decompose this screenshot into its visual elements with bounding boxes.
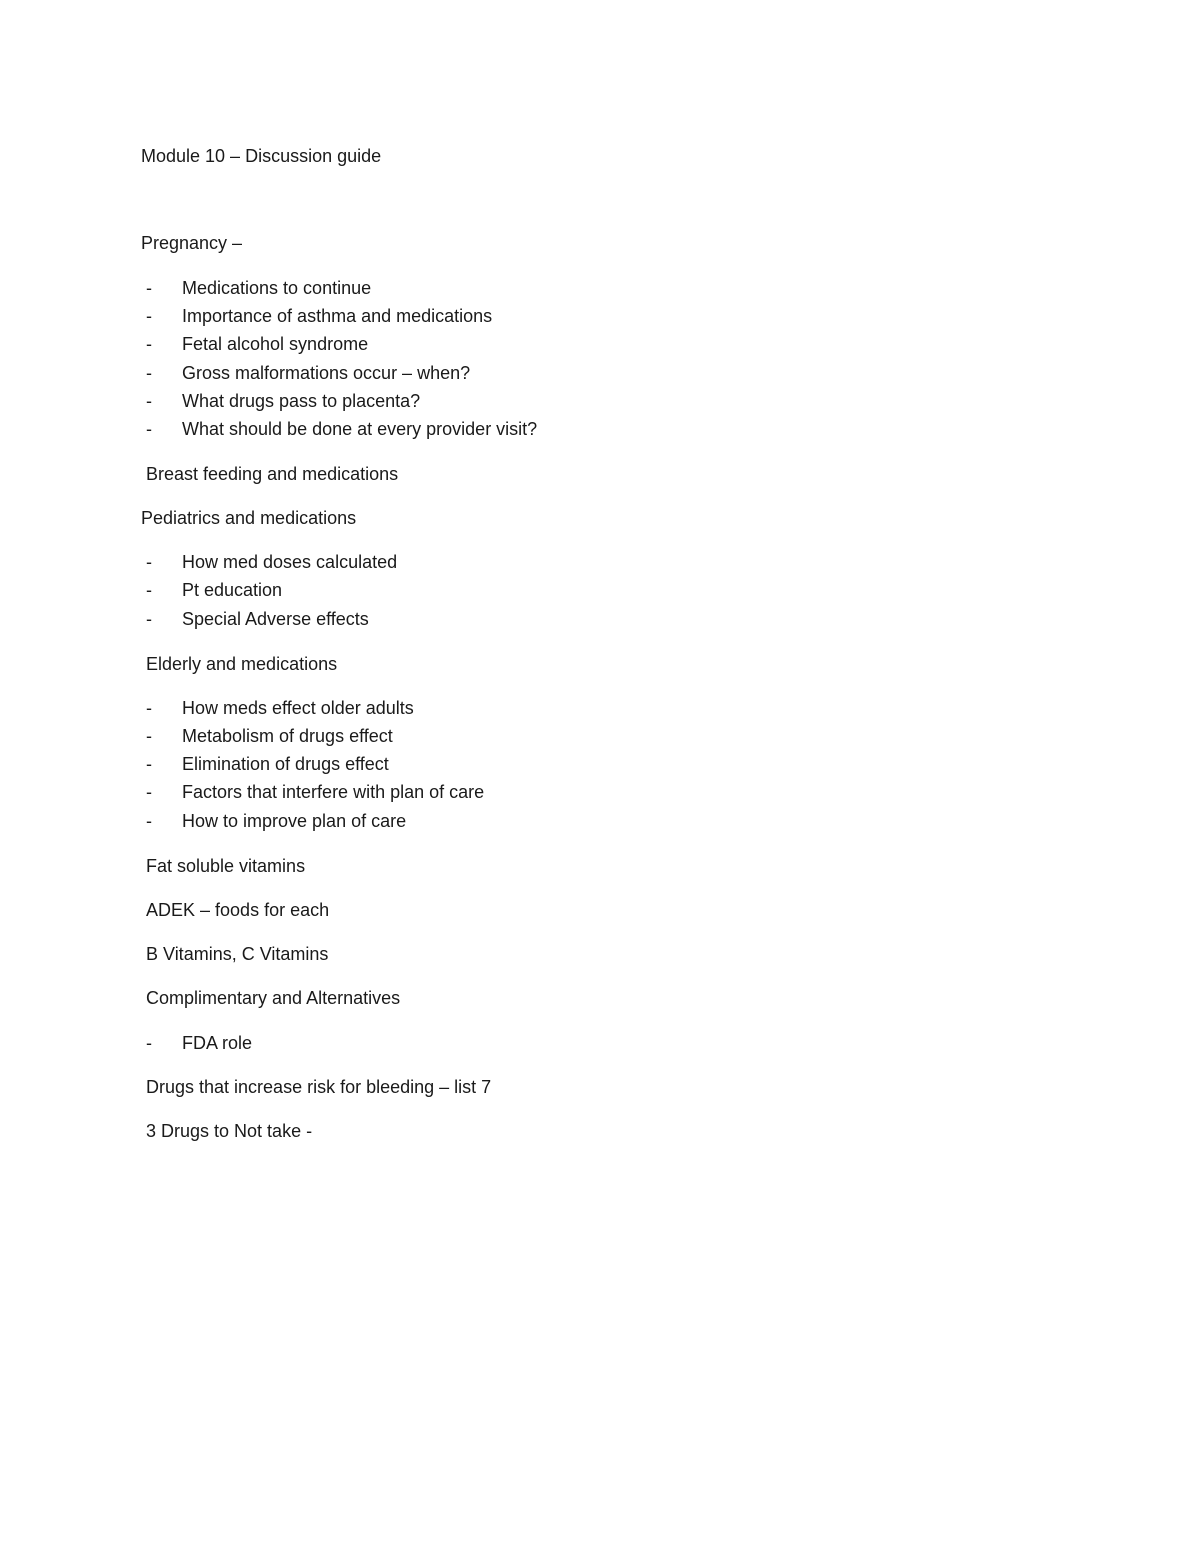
list-item-text: What drugs pass to placenta? [182, 391, 421, 411]
list-item-text: Gross malformations occur – when? [182, 363, 471, 383]
bullet-dash: - [146, 754, 152, 774]
list-item-text: How meds effect older adults [182, 698, 414, 718]
section-heading-adek: ADEK – foods for each [146, 900, 330, 920]
section-heading-not-take: 3 Drugs to Not take - [146, 1121, 313, 1141]
list-item-text: Metabolism of drugs effect [182, 726, 393, 746]
list-item-text: Medications to continue [182, 278, 372, 298]
list-item-text: Importance of asthma and medications [182, 306, 493, 326]
bullet-dash: - [146, 363, 152, 383]
bullet-dash: - [146, 552, 152, 572]
bullet-dash: - [146, 580, 152, 600]
bullet-dash: - [146, 609, 152, 629]
bullet-dash: - [146, 391, 152, 411]
section-heading-pediatrics: Pediatrics and medications [141, 508, 357, 528]
list-item-text: How to improve plan of care [182, 811, 407, 831]
list-item-text: FDA role [182, 1033, 253, 1053]
bullet-dash: - [146, 278, 152, 298]
list-item-text: Pt education [182, 580, 283, 600]
list-item-text: Elimination of drugs effect [182, 754, 389, 774]
bullet-dash: - [146, 811, 152, 831]
section-heading-bleeding: Drugs that increase risk for bleeding – list 7 [146, 1077, 492, 1097]
bullet-dash: - [146, 334, 152, 354]
document-title: Module 10 – Discussion guide [141, 146, 382, 166]
section-heading-b-c-vitamins: B Vitamins, C Vitamins [146, 944, 329, 964]
bullet-dash: - [146, 306, 152, 326]
bullet-dash: - [146, 782, 152, 802]
section-heading-pregnancy: Pregnancy – [141, 233, 243, 253]
list-item-text: Factors that interfere with plan of care [182, 782, 485, 802]
section-heading-fat-soluble: Fat soluble vitamins [146, 856, 306, 876]
list-item-text: Special Adverse effects [182, 609, 369, 629]
bullet-dash: - [146, 726, 152, 746]
bullet-dash: - [146, 698, 152, 718]
bullet-dash: - [146, 419, 152, 439]
list-item-text: How med doses calculated [182, 552, 398, 572]
section-heading-breast-feeding: Breast feeding and medications [146, 464, 399, 484]
list-item-text: What should be done at every provider visit? [182, 419, 538, 439]
list-item-text: Fetal alcohol syndrome [182, 334, 369, 354]
section-heading-elderly: Elderly and medications [146, 654, 338, 674]
bullet-dash: - [146, 1033, 152, 1053]
section-heading-complimentary: Complimentary and Alternatives [146, 988, 401, 1008]
